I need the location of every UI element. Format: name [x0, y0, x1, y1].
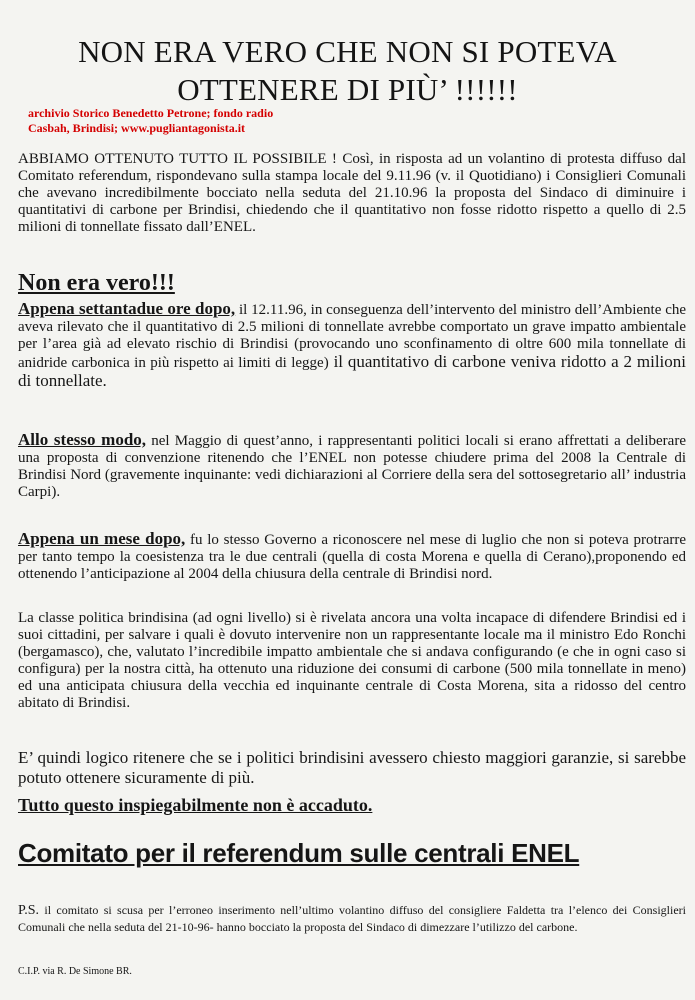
paragraph-lead: Appena settantadue ore dopo, — [18, 299, 236, 318]
paragraph-body: nel Maggio di quest’anno, i rappresentanti politici locali si erano affrettati a deliberare una proposta di convenzione ritenendo che l’ENEL non potesse chiudere prima del 2008 la Centrale di Brindisi Nord (gravemente inquinante: vedi dichiarazioni al Corriere della sera del sottosegretario all’ industria Carpi). — [18, 433, 686, 500]
paragraph-political-class: La classe politica brindisina (ad ogni livello) si è rivelata ancora una volta incapace di difendere Brindisi ed i suoi cittadini, per salvare i quali è dovuto intervenire non un rappresentante locale ma il ministro Edo Ronchi (bergamasco), che, valutato l’incredibile impatto ambientale che si andava configurando (e che in ogni caso si configura) per la nostra città, ha ottenuto una riduzione dei consumi di carbone (500 mila tonnellate in meno) ed una anticipata chiusura della vecchia ed inquinante centrale di Costa Morena, sita a ridosso del centro abitato di Brindisi. — [18, 610, 686, 711]
paragraph-lead: Appena un mese dopo, — [18, 529, 186, 548]
paragraph-conclusion: E’ quindi logico ritenere che se i politici brindisini avessero chiesto maggiori garanzie, si sarebbe potuto ottenere sicuramente di più. — [18, 748, 686, 787]
paragraph-body-emphasis: il quantitativo di carbone veniva ridotto a 2 milioni di tonnellate. — [18, 352, 686, 390]
section-heading: Non era vero!!! — [18, 270, 175, 296]
closing-statement: Tutto questo inspiegabilmente non è accaduto. — [18, 795, 373, 815]
paragraph-one-month — [18, 530, 686, 583]
archive-credit-line-1: archivio Storico Benedetto Petrone; fondo radio — [28, 106, 274, 120]
postscript — [18, 902, 686, 935]
postscript-text: il comitato si scusa per l’erroneo inserimento nell’ultimo volantino diffuso del consigliere Faldetta tra l’elenco dei Consiglieri Comunali che nella seduta del 21-10-96- hanno bocciato la proposta del Sindaco di dimezzare l’utilizzo del carbone. — [18, 903, 686, 934]
headline-line-2: OTTENERE DI PIÙ’ !!!!!! — [177, 72, 518, 107]
paragraph-lead: Allo stesso modo, — [18, 430, 147, 449]
paragraph-body: il 12.11.96, in conseguenza dell’intervento del ministro dell’Ambiente che aveva rilevato che il quantitativo di 2.5 milioni di tonnellate avrebbe comportato un grave impatto ambientale per l’area già ad elevato rischio di Brindisi (provocando uno sconfinamento di oltre 600 mila tonnellate di anidride carbonica in più rispetto ai limiti di legge) — [18, 302, 687, 371]
headline-line-1: NON ERA VERO CHE NON SI POTEVA — [78, 34, 617, 69]
archive-credit — [28, 106, 318, 136]
postscript-label: P.S. — [18, 903, 40, 918]
paragraph-same-way — [18, 431, 686, 501]
archive-credit-line-2: Casbah, Brindisi; www.pugliantagonista.it — [28, 121, 246, 135]
intro-paragraph: ABBIAMO OTTENUTO TUTTO IL POSSIBILE ! Così, in risposta ad un volantino di protesta diffuso dal Comitato referendum, rispondevano sulla stampa locale del 9.11.96 (v. il Quotidiano) i Consiglieri Comunali che avevano incredibilmente bocciato nella seduta del 21.10.96 la proposta del Sindaco di diminuire i quantitativi di carbone per Brindisi, chiedendo che il quantitativo non fosse ridotto rispetto a quello di 2.5 milioni di tonnellate fissato dall’ENEL. — [18, 151, 686, 235]
paragraph-seventy-two-hours — [18, 300, 686, 391]
cip-footer: C.I.P. via R. De Simone BR. — [18, 966, 132, 977]
paragraph-body: fu lo stesso Governo a riconoscere nel mese di luglio che non si poteva protrarre per tanto tempo la coesistenza tra le due centrali (quella di costa Morena e quella di Cerano),proponendo ed ottenendo l’anticipazione al 2004 della chiusura della centrale di Brindisi nord. — [18, 532, 686, 582]
committee-signature: Comitato per il referendum sulle centrali ENEL — [18, 838, 580, 868]
